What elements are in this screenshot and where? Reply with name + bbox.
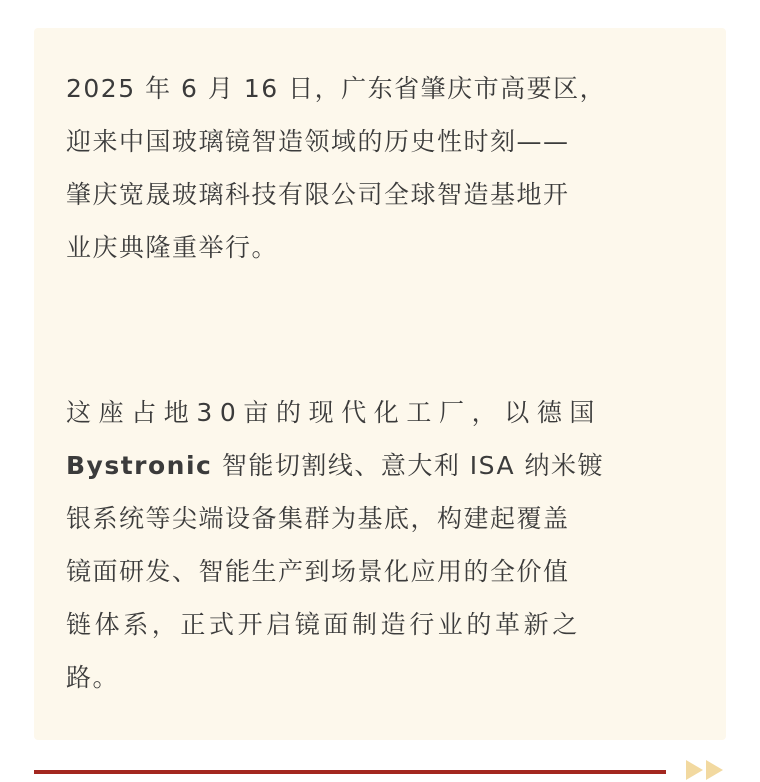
double-arrow-icon xyxy=(686,758,730,782)
factory-line-1: 这座占地30亩的现代化工厂，以德国 xyxy=(66,398,603,427)
intro-line-3: 肇庆宽晟玻璃科技有限公司全球智造基地开 xyxy=(66,180,570,209)
factory-line-4: 镜面研发、智能生产到场景化应用的全价值 xyxy=(66,557,570,586)
factory-line-6: 路。 xyxy=(66,663,120,692)
divider-rule xyxy=(34,770,666,774)
factory-line-5: 链体系，正式开启镜面制造行业的革新之 xyxy=(66,610,581,639)
intro-line-2: 迎来中国玻璃镜智造领域的历史性时刻—— xyxy=(66,127,570,156)
brand-name: Bystronic xyxy=(66,451,213,480)
intro-paragraph xyxy=(66,62,696,274)
factory-line-3: 银系统等尖端设备集群为基底，构建起覆盖 xyxy=(66,504,570,533)
factory-line-2-text: 智能切割线、意大利 ISA 纳米镀 xyxy=(212,451,605,480)
intro-line-1: 2025 年 6 月 16 日，广东省肇庆市高要区， xyxy=(66,74,607,103)
factory-paragraph xyxy=(66,386,696,704)
factory-line-2 xyxy=(66,439,696,492)
intro-line-4: 业庆典隆重举行。 xyxy=(66,233,279,262)
